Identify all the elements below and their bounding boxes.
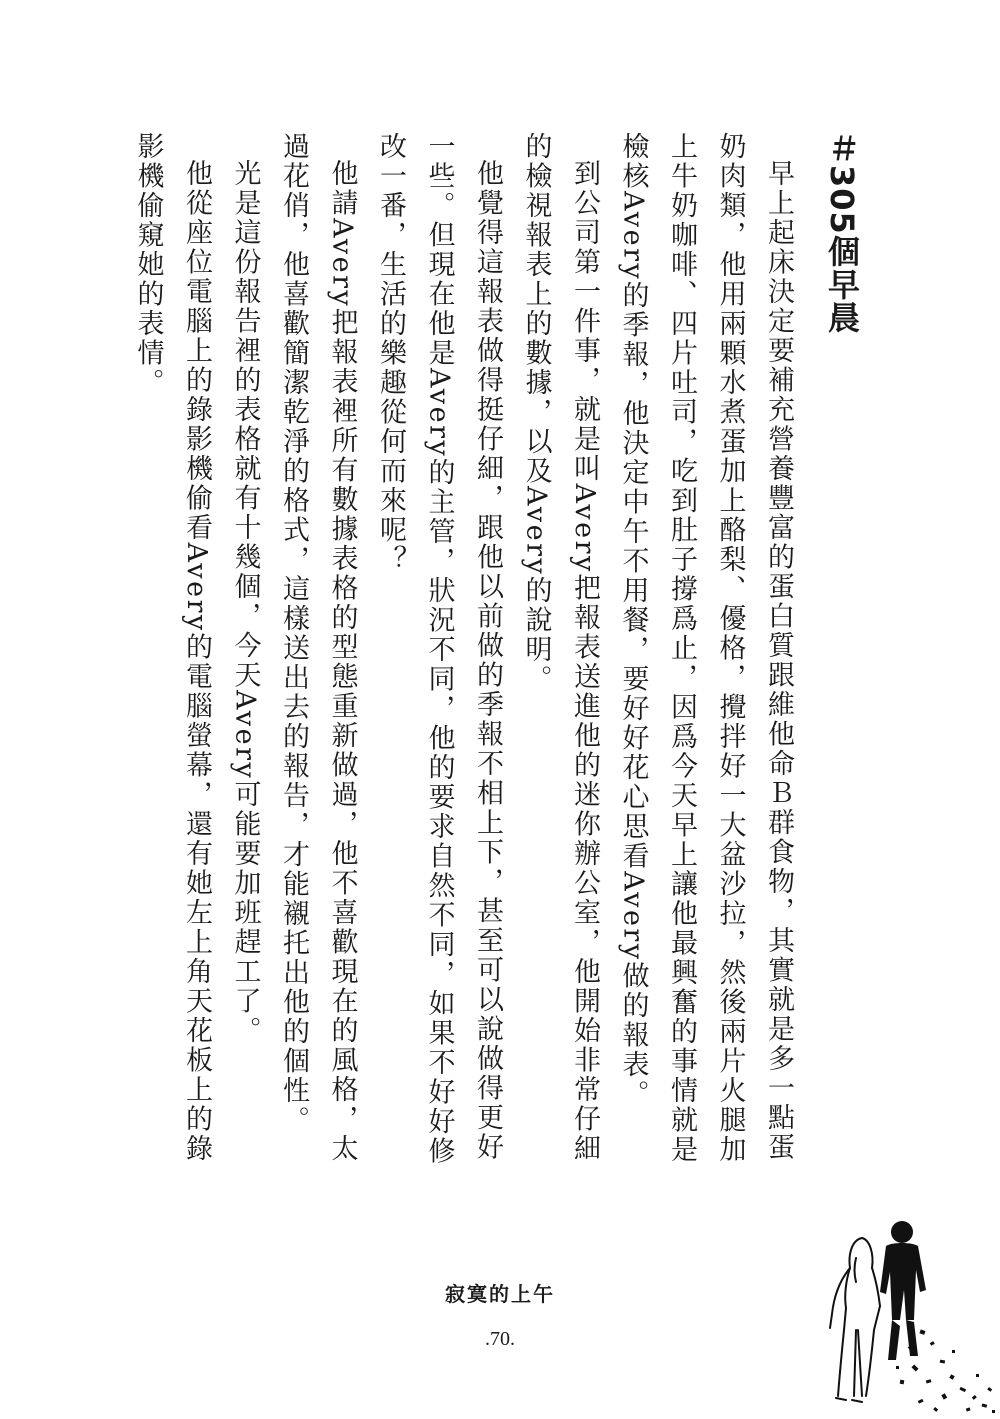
vertical-text-body	[123, 132, 882, 1182]
paragraph: 早上起床決定要補充營養豐富的蛋白質跟維他命Ｂ群食物，其實就是多一點蛋奶肉類，他用兩顆水煮蛋加上酪梨、優格，攪拌好一大盆沙拉，然後兩片火腿加上牛奶咖啡、四片吐司，吃到肚子撐爲止，因爲今天早上讓他最興奮的事情就是檢核Avery的季報，他決定中午不用餐，要好好花心思看Avery做的報表。	[617, 132, 794, 1165]
paragraph: 光是這份報告裡的表格就有十幾個，今天Avery可能要加班趕工了。	[229, 159, 261, 1046]
paragraph: 他請Avery把報表裡所有數據表格的型態重新做過，他不喜歡現在的風格，太過花俏，他喜歡簡潔乾淨的格式，這樣送出去的報告，才能襯托出他的個性。	[278, 132, 358, 1164]
couple-illustration	[800, 1210, 1000, 1419]
chapter-heading: ＃305個早晨	[823, 132, 861, 334]
running-footer-title: 寂寞的上午	[445, 1282, 555, 1306]
paragraph: 他覺得這報表做得挺仔細，跟他以前做的季報不相上下，甚至可以說做得更好一些。但現在他是Avery的主管，狀況不同，他的要求自然不同，如果不好好修改一番，生活的樂趣從何而來呢？	[375, 132, 503, 1167]
paragraph: 到公司第一件事，就是叫Avery把報表送進他的迷你辦公室，他開始非常仔細的檢視報表上的數據，以及Avery的說明。	[520, 132, 600, 1164]
paragraph: 他從座位電腦上的錄影機偷看Avery的電腦螢幕，還有她左上角天花板上的錄影機偷窺她的表情。	[132, 132, 212, 1164]
page-number: .70.	[485, 1328, 515, 1350]
